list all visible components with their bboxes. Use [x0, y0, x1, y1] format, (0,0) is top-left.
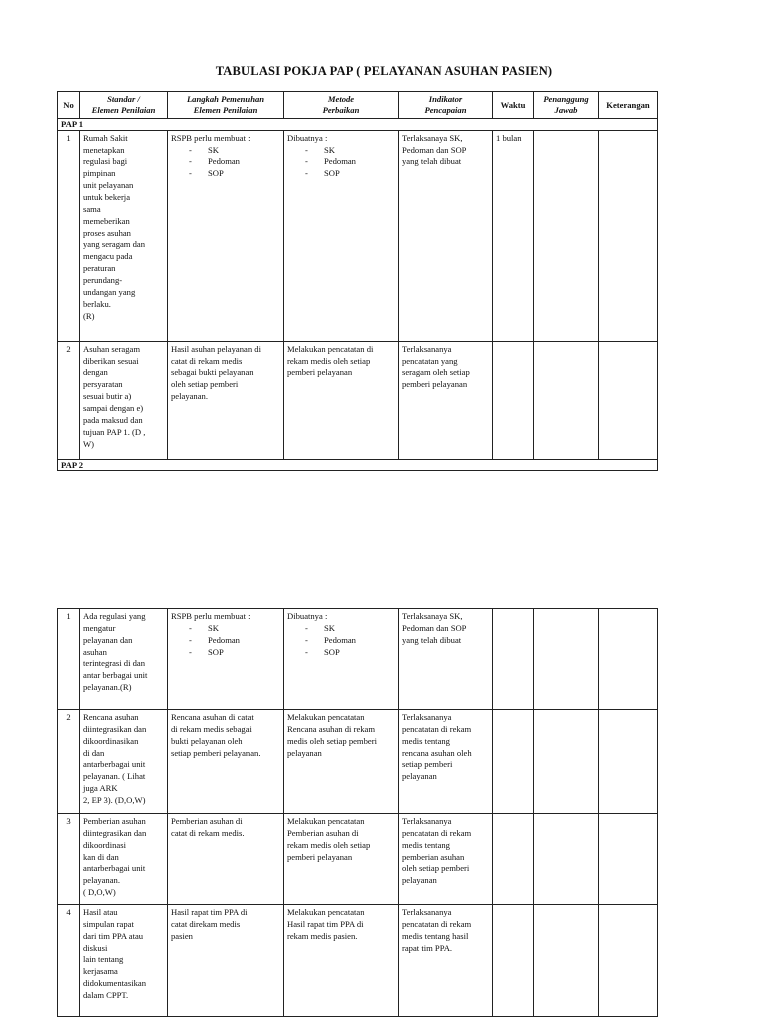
list-item: - SK: [189, 144, 219, 155]
langkah-cell: Pemberian asuhan di catat di rekam medis.: [168, 814, 284, 905]
indikator-cell: Terlaksanaya SK, Pedoman dan SOP yang telah dibuat: [399, 130, 493, 341]
standar-cell: Asuhan seragam diberikan sesuai dengan persyaratan sesuai butir a) sampai dengan e) pada maksud dan tujuan PAP 1. (D , W): [80, 341, 168, 459]
waktu-cell: [493, 905, 534, 1017]
row-number: 1: [58, 130, 80, 341]
table-row: [58, 905, 658, 1017]
table-row: [58, 710, 658, 814]
list-item: - SK: [189, 622, 219, 633]
keterangan-cell: [599, 130, 658, 341]
header-waktu: Waktu: [493, 92, 534, 119]
langkah-cell: [168, 609, 284, 710]
list-item: - Pedoman: [189, 634, 240, 645]
section-label: PAP 2: [58, 459, 658, 471]
table-row: [58, 609, 658, 710]
list-item: - Pedoman: [189, 156, 240, 167]
section-row-pap1: [58, 119, 658, 131]
langkah-cell: [168, 130, 284, 341]
standar-cell: Rumah Sakit menetapkan regulasi bagi pimpinan unit pelayanan untuk bekerja sama memeberikan proses asuhan yang seragam dan mengacu pada peraturan perundang- undangan yang berlaku. (R): [80, 130, 168, 341]
row-number: 4: [58, 905, 80, 1017]
langkah-intro: RSPB perlu membuat :: [171, 611, 251, 621]
tabulation-table-1: [57, 91, 658, 471]
metode-intro: Dibuatnya :: [287, 132, 328, 143]
list-item: - SOP: [305, 168, 340, 179]
document-title: TABULASI POKJA PAP ( PELAYANAN ASUHAN PASIEN): [215, 64, 553, 78]
standar-cell: Hasil atau simpulan rapat dari tim PPA atau diskusi lain tentang kerjasama didokumentasikan dalam CPPT.: [80, 905, 168, 1017]
metode-cell: [284, 130, 399, 341]
metode-cell: Melakukan pencatatan Hasil rapat tim PPA di rekam medis pasien.: [284, 905, 399, 1017]
metode-cell: Melakukan pencatatan Rencana asuhan di rekam medis oleh setiap pemberi pelayanan: [284, 710, 399, 814]
langkah-list: [171, 145, 280, 181]
header-keterangan: Keterangan: [599, 92, 658, 119]
langkah-list: [171, 623, 280, 659]
langkah-intro: RSPB perlu membuat :: [171, 132, 251, 143]
section-label: PAP 1: [58, 119, 658, 131]
list-item: - Pedoman: [305, 634, 356, 645]
metode-cell: Melakukan pencatatan Pemberian asuhan di rekam medis oleh setiap pemberi pelayanan: [284, 814, 399, 905]
row-number: 2: [58, 341, 80, 459]
penanggung-jawab-cell: [534, 905, 599, 1017]
standar-cell: Rencana asuhan diintegrasikan dan dikoordinasikan di dan antarberbagai unit pelayanan. ( Lihat juga ARK 2, EP 3). (D,O,W): [80, 710, 168, 814]
indikator-cell: Terlaksananya pencatatan di rekam medis tentang rencana asuhan oleh setiap pemberi pelayanan: [399, 710, 493, 814]
indikator-cell: Terlaksanaya SK, Pedoman dan SOP yang telah dibuat: [399, 609, 493, 710]
penanggung-jawab-cell: [534, 710, 599, 814]
header-indikator: Indikator Pencapaian: [399, 92, 493, 119]
keterangan-cell: [599, 905, 658, 1017]
row-number: 2: [58, 710, 80, 814]
table-row: [58, 130, 658, 341]
list-item: - SOP: [189, 168, 224, 179]
metode-list: [287, 145, 395, 181]
list-item: - SOP: [305, 646, 340, 657]
list-item: - SOP: [189, 646, 224, 657]
penanggung-jawab-cell: [534, 130, 599, 341]
indikator-cell: Terlaksananya pencatatan di rekam medis tentang hasil rapat tim PPA.: [399, 905, 493, 1017]
header-standar: Standar / Elemen Penilaian: [80, 92, 168, 119]
metode-cell: [284, 609, 399, 710]
header-row: [58, 92, 658, 119]
indikator-cell: Terlaksananya pencatatan di rekam medis tentang pemberian asuhan oleh setiap pemberi pelayanan: [399, 814, 493, 905]
langkah-cell: Hasil asuhan pelayanan di catat di rekam medis sebagai bukti pelayanan oleh setiap pemberi pelayanan.: [168, 341, 284, 459]
section-row-pap2: [58, 459, 658, 471]
keterangan-cell: [599, 341, 658, 459]
langkah-cell: Rencana asuhan di catat di rekam medis sebagai bukti pelayanan oleh setiap pemberi pelayanan.: [168, 710, 284, 814]
langkah-cell: Hasil rapat tim PPA di catat direkam medis pasien: [168, 905, 284, 1017]
list-item: - Pedoman: [305, 156, 356, 167]
standar-cell: Ada regulasi yang mengatur pelayanan dan asuhan terintegrasi di dan antar berbagai unit pelayanan.(R): [80, 609, 168, 710]
row-number: 3: [58, 814, 80, 905]
table-row: [58, 814, 658, 905]
tabulation-table-2: [57, 608, 658, 1017]
metode-list: [287, 623, 395, 659]
keterangan-cell: [599, 814, 658, 905]
header-no: No: [58, 92, 80, 119]
keterangan-cell: [599, 710, 658, 814]
standar-cell: Pemberian asuhan diintegrasikan dan dikoordinasi kan di dan antarberbagai unit pelayanan. ( D,O,W): [80, 814, 168, 905]
metode-cell: Melakukan pencatatan di rekam medis oleh setiap pemberi pelayanan: [284, 341, 399, 459]
waktu-cell: [493, 609, 534, 710]
list-item: - SK: [305, 622, 335, 633]
waktu-cell: [493, 710, 534, 814]
waktu-cell: [493, 814, 534, 905]
header-penanggung-jawab: Penanggung Jawab: [534, 92, 599, 119]
penanggung-jawab-cell: [534, 609, 599, 710]
header-langkah: Langkah Pemenuhan Elemen Penilaian: [168, 92, 284, 119]
list-item: - SK: [305, 144, 335, 155]
waktu-cell: [493, 341, 534, 459]
waktu-cell: 1 bulan: [493, 130, 534, 341]
indikator-cell: Terlaksananya pencatatan yang seragam oleh setiap pemberi pelayanan: [399, 341, 493, 459]
table-row: [58, 341, 658, 459]
keterangan-cell: [599, 609, 658, 710]
header-metode: Metode Perbaikan: [284, 92, 399, 119]
metode-intro: Dibuatnya :: [287, 611, 328, 621]
row-number: 1: [58, 609, 80, 710]
penanggung-jawab-cell: [534, 341, 599, 459]
penanggung-jawab-cell: [534, 814, 599, 905]
